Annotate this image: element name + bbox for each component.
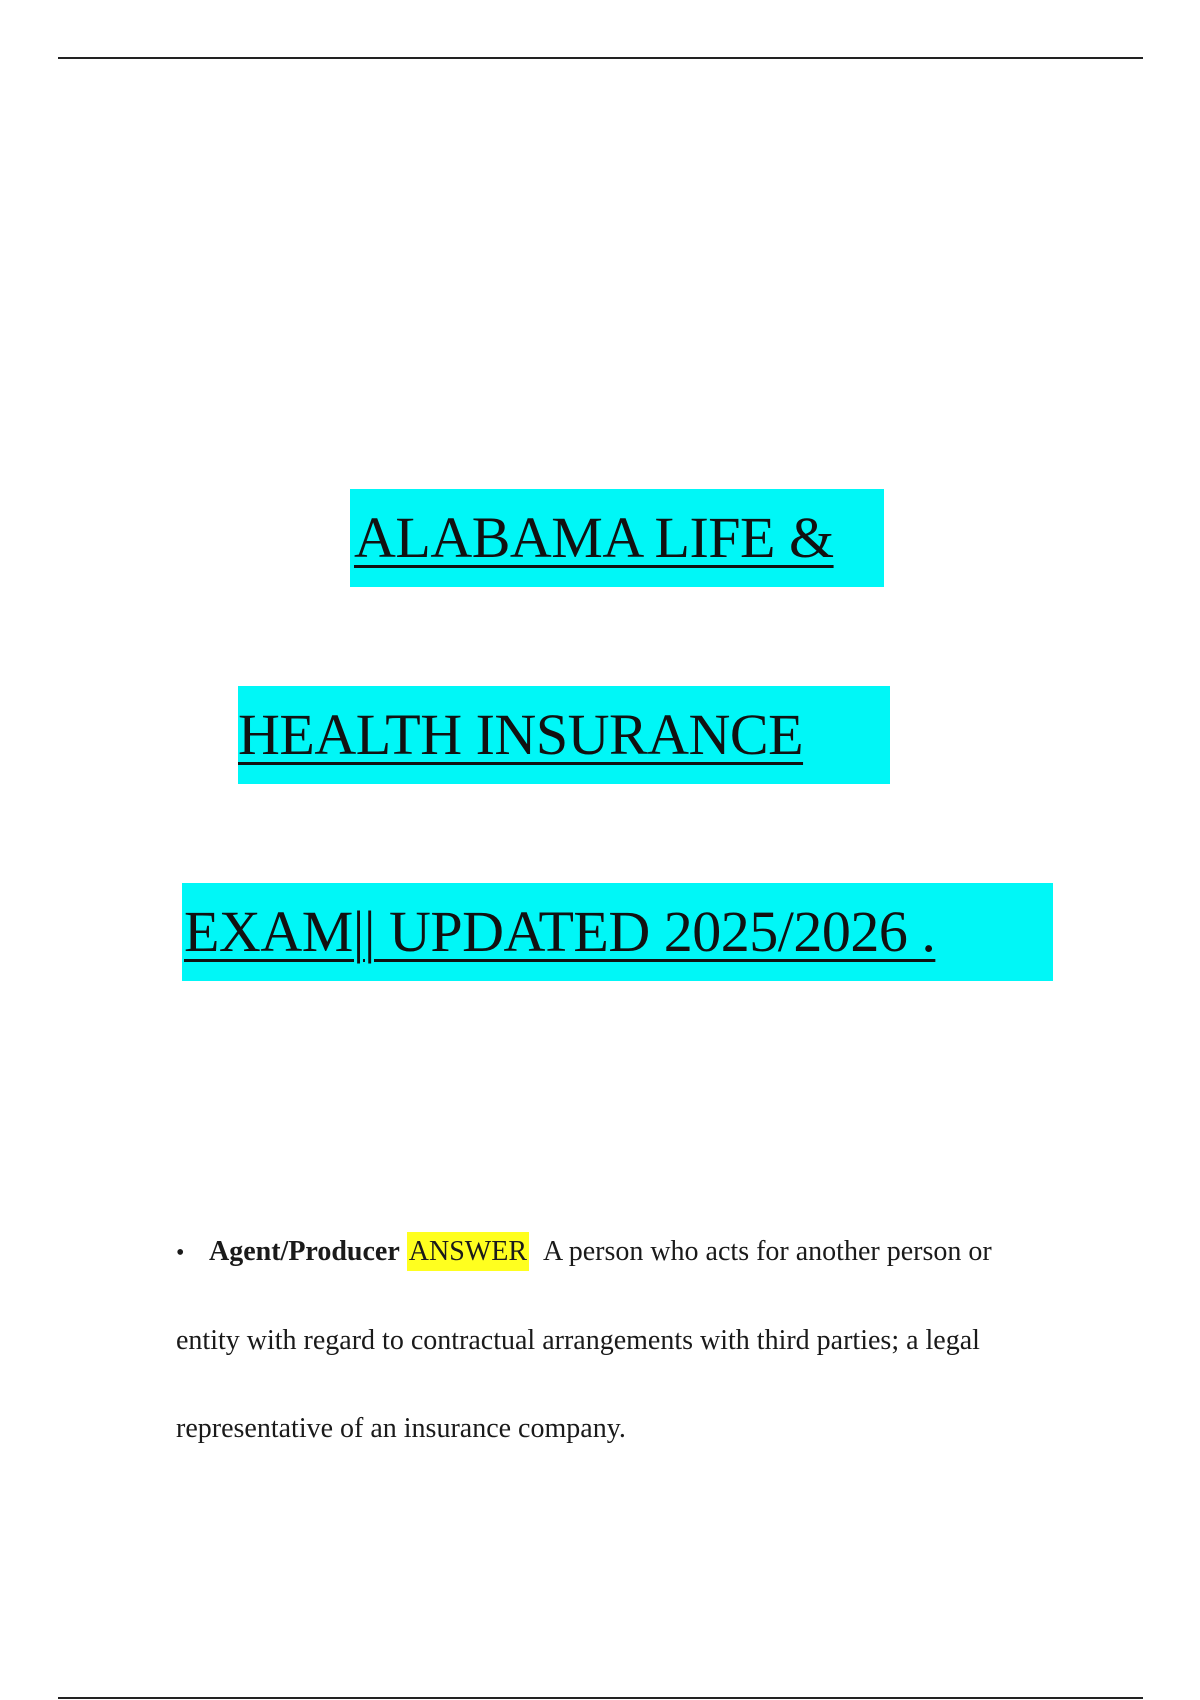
top-rule: [58, 57, 1143, 59]
title-text-2: HEALTH INSURANCE: [238, 702, 804, 767]
answer-tag: ANSWER: [407, 1232, 529, 1271]
title-text-3: EXAM|| UPDATED 2025/2026 .: [184, 899, 936, 964]
bottom-rule: [58, 1697, 1143, 1699]
item-term: Agent/Producer: [209, 1236, 400, 1267]
definition-line-1: A person who acts for another person or: [543, 1236, 992, 1267]
question-item: [176, 1208, 1056, 1473]
title-text-1: ALABAMA LIFE &: [354, 505, 834, 570]
definition-line-2: entity with regard to contractual arrangements with third parties; a legal: [176, 1325, 980, 1356]
title-line-2: [238, 686, 890, 784]
bullet-icon: •: [176, 1240, 185, 1266]
title-line-3: [182, 883, 1053, 981]
title-line-1: [350, 489, 884, 587]
item-line-1: [176, 1208, 1056, 1297]
definition-line-3: representative of an insurance company.: [176, 1413, 626, 1444]
